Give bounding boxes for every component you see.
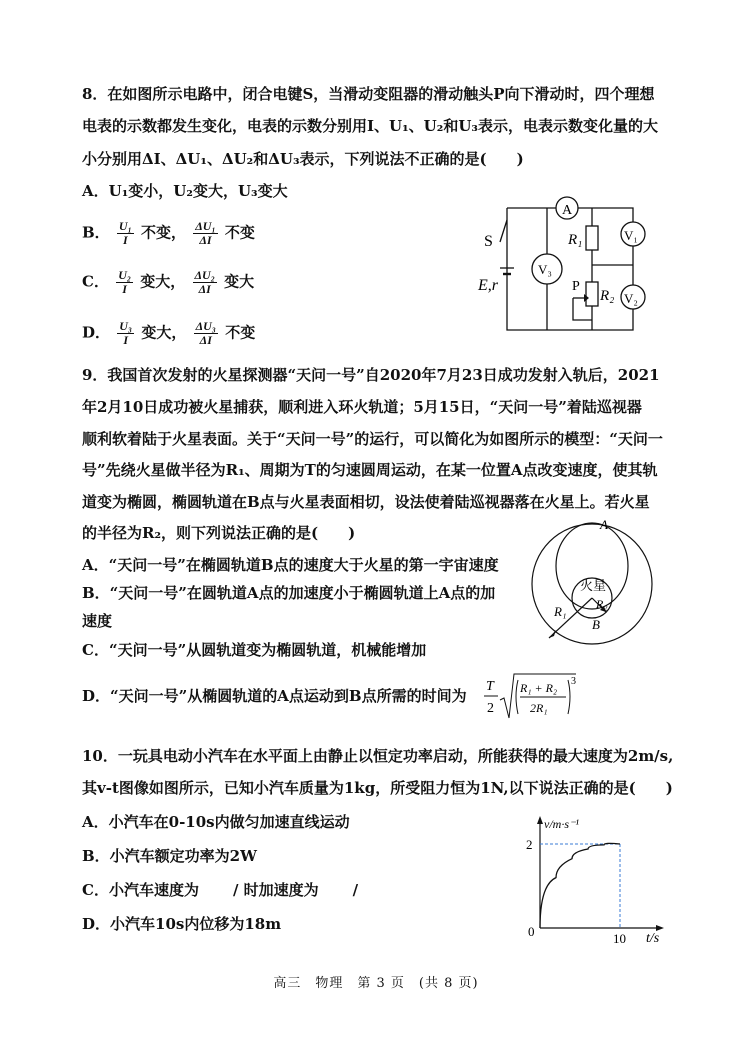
q9-line1: 9．我国首次发射的火星探测器“天问一号”自2020年7月23日成功发射入轨后，2021: [82, 366, 660, 384]
q10-option-c: C．小汽车速度为 / 时加速度为 /: [82, 881, 359, 899]
orbit-diagram: [522, 512, 662, 652]
svg-text:3: 3: [571, 676, 576, 687]
svg-text:B: B: [592, 617, 600, 632]
q9-option-b-line1: B．“天问一号”在圆轨道A点的加速度小于椭圆轨道上A点的加: [82, 584, 496, 602]
frac-u3-i: $\frac{\text{U₃}}{I}$: [119, 319, 133, 347]
svg-text:P: P: [572, 279, 580, 294]
x-axis-label: t/s: [646, 931, 660, 946]
frac-du3-di: $\frac{\text{ΔU₃}}{\Delta I}$: [195, 319, 216, 347]
frac-du2-di: $\frac{\text{ΔU₂}}{\Delta I}$: [194, 268, 215, 296]
svg-text:S: S: [484, 233, 493, 250]
q10-line2: 其v-t图像如图所示，已知小汽车质量为1kg，所受阻力恒为1N,以下说法正确的是( ): [82, 779, 673, 797]
svg-text:A: A: [562, 203, 573, 218]
q8-option-c: C． $\frac{\text{U₂}}{I}$ 变大， $\frac{\text{ΔU₂}}{\Delta I}$ 变大: [82, 268, 255, 296]
svg-text:2: 2: [487, 701, 494, 716]
q8-line2: 电表的示数都发生变化，电表的示数分别用I、U₁、U₂和U₃表示，电表示数变化量的大: [82, 117, 658, 135]
y-axis-arrow: [537, 816, 543, 824]
q10-option-b: B．小汽车额定功率为2W: [82, 847, 257, 865]
q10-option-a: A．小汽车在0-10s内做匀加速直线运动: [82, 813, 350, 831]
q9-line5: 道变为椭圆，椭圆轨道在B点与火星表面相切，设法使着陆巡视器落在火星上。若火星: [82, 493, 650, 511]
q8-line3: 小分别用ΔI、ΔU₁、ΔU₂和ΔU₃表示，下列说法不正确的是( ): [82, 150, 524, 168]
q8-line1: 8．在如图所示电路中，闭合电键S，当滑动变阻器的滑动触头P向下滑动时，四个理想: [82, 85, 655, 103]
svg-text:R₁: R₁: [554, 604, 567, 619]
q9-time-formula: [482, 670, 582, 724]
q9-option-d: D．“天问一号”从椭圆轨道的A点运动到B点所需的时间为: [82, 687, 467, 705]
vt-chart: [518, 812, 678, 947]
svg-text:V₃: V₃: [538, 262, 552, 277]
frac-u1-i: $\frac{\text{U₁}}{I}$: [118, 219, 132, 247]
page-footer: 高三 物理 第 3 页 (共 8 页): [273, 976, 479, 991]
svg-text:火星: 火星: [580, 578, 607, 593]
svg-text:R₁: R₁: [568, 232, 583, 248]
q9-line6: 的半径为R₂，则下列说法正确的是( ): [82, 524, 356, 542]
frac-du1-di: $\frac{\text{ΔU₁}}{\Delta I}$: [195, 219, 216, 247]
svg-text:R₁ + R₂: R₁ + R₂: [520, 681, 558, 695]
q8-option-b: B． $\frac{\text{U₁}}{I}$ 不变， $\frac{\text{ΔU₁}}{\Delta I}$ 不变: [82, 219, 255, 247]
velocity-curve: [540, 843, 620, 928]
svg-text:2R₁: 2R₁: [530, 701, 548, 715]
q9-line2: 年2月10日成功被火星捕获，顺利进入环火轨道；5月15日，“天问一号”着陆巡视器: [82, 398, 642, 416]
x-tick-label: 10: [613, 931, 626, 946]
q10-line1: 10．一玩具电动小汽车在水平面上由静止以恒定功率启动，所能获得的最大速度为2m/s,: [82, 747, 674, 765]
svg-text:V₁: V₁: [624, 228, 638, 243]
svg-text:R₂: R₂: [596, 597, 608, 611]
q9-line4: 号”先绕火星做半径为R₁、周期为T的匀速圆周运动，在某一位置A点改变速度，使其轨: [82, 461, 658, 479]
circuit-diagram: [470, 190, 660, 340]
q9-option-a: A．“天问一号”在椭圆轨道B点的速度大于火星的第一宇宙速度: [82, 556, 499, 574]
y-tick-label: 2: [526, 837, 533, 852]
q8-option-d: D． $\frac{\text{U₃}}{I}$ 变大， $\frac{\text{ΔU₃}}{\Delta I}$ 不变: [82, 319, 256, 347]
q10-option-d: D．小汽车10s内位移为18m: [82, 915, 282, 933]
frac-u2-i: $\frac{\text{U₂}}{I}$: [118, 268, 132, 296]
q9-line3: 顺利软着陆于火星表面。关于“天问一号”的运行，可以简化为如图所示的模型：“天问一: [82, 430, 663, 448]
svg-text:T: T: [486, 679, 494, 694]
y-axis-label: v/m·s⁻¹: [544, 817, 579, 831]
svg-text:V₂: V₂: [624, 291, 638, 306]
q8-option-a: A．U₁变小，U₂变大，U₃变大: [82, 182, 288, 200]
q9-option-c: C．“天问一号”从圆轨道变为椭圆轨道，机械能增加: [82, 641, 427, 659]
svg-text:A: A: [600, 517, 608, 532]
origin-label: 0: [528, 924, 535, 939]
svg-text:E,r: E,r: [478, 277, 498, 294]
svg-text:R₂: R₂: [600, 288, 615, 304]
q9-option-b-line2: 速度: [82, 612, 113, 630]
